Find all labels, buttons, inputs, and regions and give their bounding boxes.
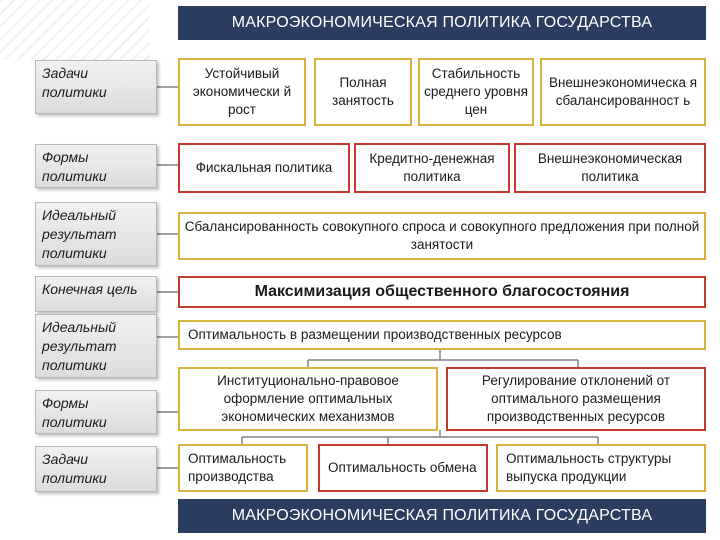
form-text: Кредитно-денежная политика — [369, 151, 495, 184]
form-box — [178, 143, 350, 193]
label-konechnaya-tsel: Конечная цель — [35, 276, 157, 312]
task-text: Оптимальность производства — [188, 451, 287, 484]
label-formy-politiki: Формы политики — [35, 144, 157, 188]
final-goal-text: Максимизация общественного благосостояния — [254, 283, 630, 300]
goal-box — [418, 58, 534, 126]
goal-text: Стабильность среднего уровня цен — [424, 66, 528, 117]
form-2-text: Институционально-правовое оформление оптимальных экономических механизмов — [217, 373, 399, 424]
ideal-result-text: Сбалансированность совокупного спроса и совокупного предложения при полной занятости — [184, 219, 700, 252]
banner-top-text: МАКРОЭКОНОМИЧЕСКАЯ ПОЛИТИКА ГОСУДАРСТВА — [231, 14, 653, 31]
form-box — [514, 143, 706, 193]
label-idealnyi-rezultat: Идеальный результат политики — [35, 202, 157, 266]
banner-bottom — [178, 499, 706, 533]
form-2-box — [446, 367, 706, 431]
banner-bottom-text: МАКРОЭКОНОМИЧЕСКАЯ ПОЛИТИКА ГОСУДАРСТВА — [231, 507, 653, 524]
form-text: Внешнеэкономическая политика — [537, 151, 683, 184]
label-formy-politiki-2: Формы политики — [35, 390, 157, 434]
ideal-result-box — [178, 212, 706, 260]
label-zadachi-politiki-2: Задачи политики — [35, 446, 157, 492]
ideal-result-2-box — [178, 320, 706, 350]
task-text: Оптимальность структуры выпуска продукции — [506, 451, 672, 484]
goal-box — [540, 58, 706, 126]
form-box — [354, 143, 510, 193]
form-text: Фискальная политика — [195, 160, 333, 175]
form-2-text: Регулирование отклонений от оптимального размещения производственных ресурсов — [481, 373, 671, 424]
banner-top — [178, 6, 706, 40]
task-box — [496, 444, 706, 492]
goal-box — [178, 58, 306, 126]
form-2-box — [178, 367, 438, 431]
final-goal-box — [178, 276, 706, 308]
task-box — [178, 444, 308, 492]
goal-text: Устойчивый экономически й рост — [192, 66, 292, 117]
task-box — [318, 444, 488, 492]
goal-text: Внешнеэкономическа я сбалансированност ь — [548, 75, 698, 108]
label-idealnyi-rezultat-2: Идеальный результат политики — [35, 314, 157, 378]
task-text: Оптимальность обмена — [328, 460, 477, 475]
goal-text: Полная занятость — [332, 75, 394, 108]
goal-box — [314, 58, 412, 126]
label-zadachi-politiki: Задачи политики — [35, 60, 157, 114]
ideal-result-2-text: Оптимальность в размещении производственных ресурсов — [188, 327, 562, 342]
